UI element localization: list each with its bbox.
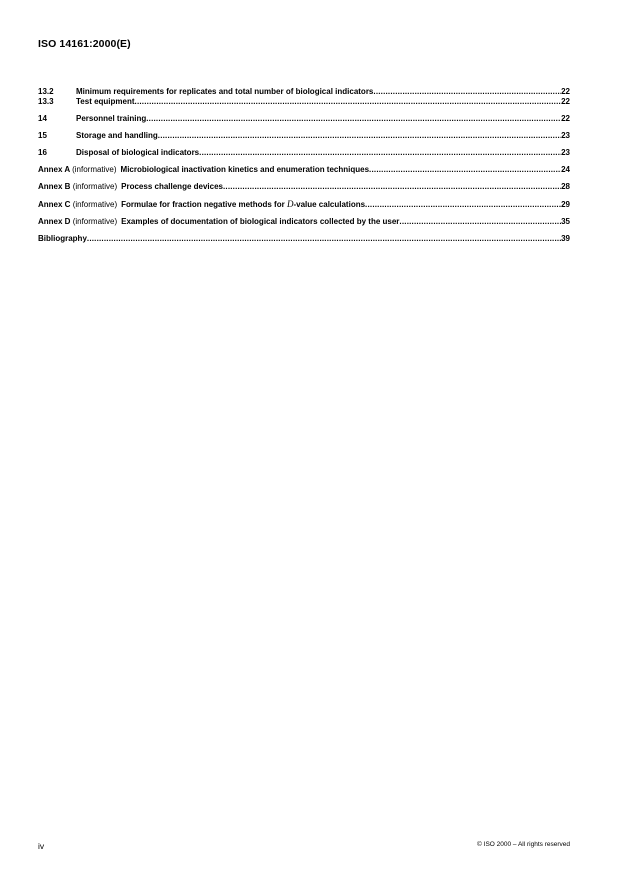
bibliography-page: 39	[561, 234, 570, 243]
annex-label: Annex B	[38, 182, 71, 191]
dot-leader	[135, 97, 562, 107]
toc-entry-page: 22	[561, 87, 570, 96]
annex-title-part: Formulae for fraction negative methods for	[121, 200, 287, 209]
annex-type: (informative)	[72, 182, 118, 191]
annex-title: Process challenge devices	[121, 182, 223, 191]
annex-title-part: -value calculations	[293, 200, 366, 209]
toc-entry-number: 15	[38, 131, 47, 140]
toc-entry[interactable]	[38, 97, 570, 107]
annex-title	[121, 199, 365, 210]
annex-title: Examples of documentation of biological indicators collected by the user	[121, 217, 400, 226]
dot-leader	[158, 131, 561, 141]
toc-entry-page: 23	[561, 131, 570, 140]
toc-entry-number: 13.3	[38, 97, 54, 106]
annex-label: Annex C	[38, 200, 71, 209]
toc-entry-page: 22	[561, 114, 570, 123]
toc-entry-title: Storage and handling	[76, 131, 158, 140]
annex-entry[interactable]	[38, 199, 570, 210]
toc-entry[interactable]	[38, 114, 570, 124]
dot-leader	[373, 87, 561, 97]
dot-leader	[223, 182, 561, 192]
dot-leader	[199, 148, 561, 158]
annex-prefix	[38, 200, 121, 210]
annex-entry[interactable]	[38, 217, 570, 227]
toc-entry-page: 22	[561, 97, 570, 106]
toc-entry-number: 13.2	[38, 87, 54, 96]
dot-leader	[146, 114, 561, 124]
toc-entry[interactable]	[38, 87, 570, 97]
annex-page: 29	[561, 200, 570, 209]
dot-leader	[87, 234, 561, 244]
toc-entry[interactable]	[38, 148, 570, 158]
table-of-contents	[38, 87, 570, 244]
annex-prefix	[38, 182, 121, 192]
d-value-symbol: D	[286, 199, 294, 209]
toc-entry-number: 14	[38, 114, 47, 123]
annex-prefix	[38, 165, 121, 175]
annex-entry[interactable]	[38, 182, 570, 192]
copyright-notice: © ISO 2000 – All rights reserved	[477, 841, 570, 848]
bibliography-title: Bibliography	[38, 234, 87, 243]
toc-entry-number: 16	[38, 148, 47, 157]
annex-title: Microbiological inactivation kinetics and enumeration techniques	[120, 165, 370, 174]
annex-page: 24	[561, 165, 570, 174]
toc-entry-title: Disposal of biological indicators	[76, 148, 200, 157]
dot-leader	[399, 217, 561, 227]
document-header: ISO 14161:2000(E)	[38, 38, 131, 50]
annex-label: Annex D	[38, 217, 71, 226]
toc-entry-title: Personnel training	[76, 114, 147, 123]
dot-leader	[365, 200, 561, 210]
annex-page: 28	[561, 182, 570, 191]
annex-type: (informative)	[72, 217, 118, 226]
dot-leader	[369, 165, 561, 175]
annex-prefix	[38, 217, 121, 227]
annex-page: 35	[561, 217, 570, 226]
toc-entry-page: 23	[561, 148, 570, 157]
bibliography-entry[interactable]	[38, 234, 570, 244]
annex-type: (informative)	[72, 200, 118, 209]
toc-entry[interactable]	[38, 131, 570, 141]
toc-entry-title: Minimum requirements for replicates and total number of biological indicators	[76, 87, 374, 96]
annex-entry[interactable]	[38, 165, 570, 175]
page-number: iv	[38, 841, 45, 851]
annex-label: Annex A	[38, 165, 70, 174]
toc-entry-title: Test equipment	[76, 97, 135, 106]
annex-type: (informative)	[72, 165, 117, 174]
